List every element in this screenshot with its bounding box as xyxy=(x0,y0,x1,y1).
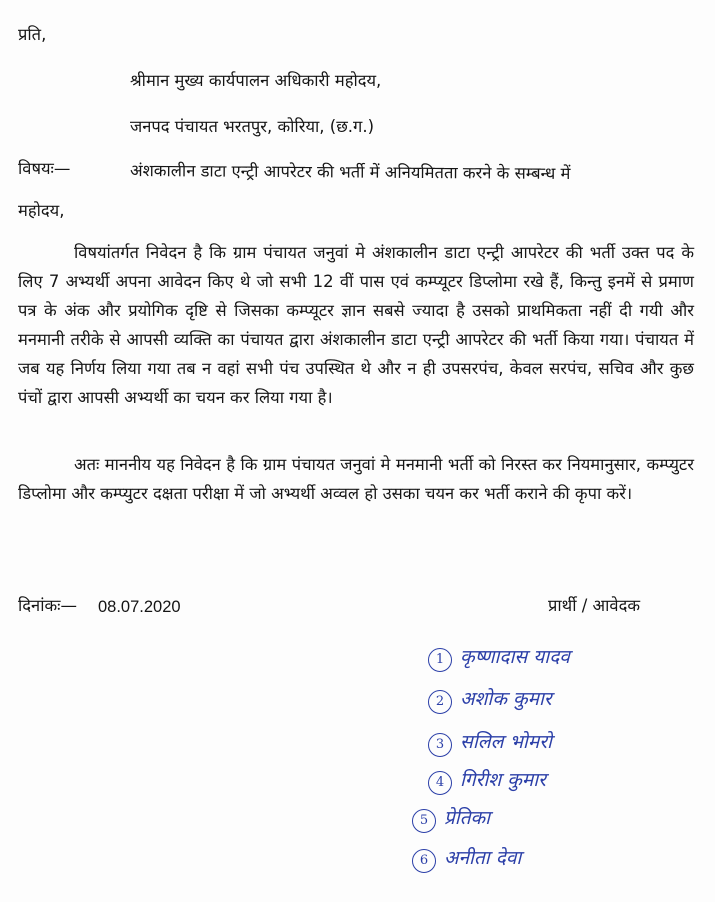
signature-5 xyxy=(412,806,490,833)
signature-number: 6 xyxy=(412,849,436,873)
signature-number: 3 xyxy=(428,733,452,757)
subject-text: अंशकालीन डाटा एन्ट्री आपरेटर की भर्ती में अनियमितता करने के सम्बन्ध में xyxy=(129,161,571,184)
date-label: दिनांकः— xyxy=(18,596,77,615)
signature-number: 5 xyxy=(412,809,436,833)
subject-label: विषयः— xyxy=(18,159,71,178)
signature-4 xyxy=(428,768,546,795)
signature-name: अशोक कुमार xyxy=(460,688,552,710)
applicant-label: प्रार्थी / आवेदक xyxy=(548,596,640,615)
paragraph-2: अतः माननीय यह निवेदन है कि ग्राम पंचायत जनुवां मे मनमानी भर्ती को निरस्त कर नियमानुसार, कम्प्युटर डिप्लोमा और कम्प्युटर दक्षता परीक्षा में जो अभ्यर्थी अव्वल हो उसका चयन कर भर्ती कराने की कृपा करें। xyxy=(18,455,694,503)
signature-name: प्रेतिका xyxy=(444,807,491,829)
signature-number: 4 xyxy=(428,771,452,795)
salutation-to: प्रति, xyxy=(18,25,47,44)
signature-2 xyxy=(428,687,552,714)
paragraph-1: विषयांतर्गत निवेदन है कि ग्राम पंचायत जनुवां मे अंशकालीन डाटा एन्ट्री आपरेटर की भर्ती उक्त पद के लिए 7 अभ्यर्थी अपना आवेदन किए थे जो सभी 12 वीं पास एवं कम्प्यूटर डिप्लोमा रखे हैं, किन्तु इनमें से प्रमाण पत्र के अंक और प्रयोगिक दृष्टि से जिसका कम्प्यूटर ज्ञान सबसे ज्यादा है उसको प्राथमिकता नहीं दी गयी और मनमानी तरीके से आपसी व्यक्ति का पंचायत द्वारा अंशकालीन डाटा एन्ट्री आपरेटर की भर्ती किया गया। पंचायत में जब यह निर्णय लिया गया तब न वहां सभी पंच उपस्थित थे और न ही उपसरपंच, केवल सरपंच, सचिव और कुछ पंचों द्वारा आपसी अभ्यर्थी का चयन कर लिया गया है। xyxy=(18,243,694,407)
signature-name: अनीता देवा xyxy=(444,847,522,869)
greeting: महोदय, xyxy=(18,201,65,220)
recipient-line-1: श्रीमान मुख्य कार्यपालन अधिकारी महोदय, xyxy=(130,71,382,90)
recipient-line-2: जनपद पंचायत भरतपुर, कोरिया, (छ.ग.) xyxy=(130,117,375,136)
signature-number: 2 xyxy=(428,690,452,714)
signature-name: कृष्णादास यादव xyxy=(460,646,570,668)
signature-name: गिरीश कुमार xyxy=(460,769,546,791)
signature-name: सलिल भोमरो xyxy=(460,731,552,753)
signature-3 xyxy=(428,730,552,757)
signature-number: 1 xyxy=(428,648,452,672)
signature-6 xyxy=(412,846,521,873)
date-value: 08.07.2020 xyxy=(98,598,181,616)
signature-1 xyxy=(428,645,570,672)
